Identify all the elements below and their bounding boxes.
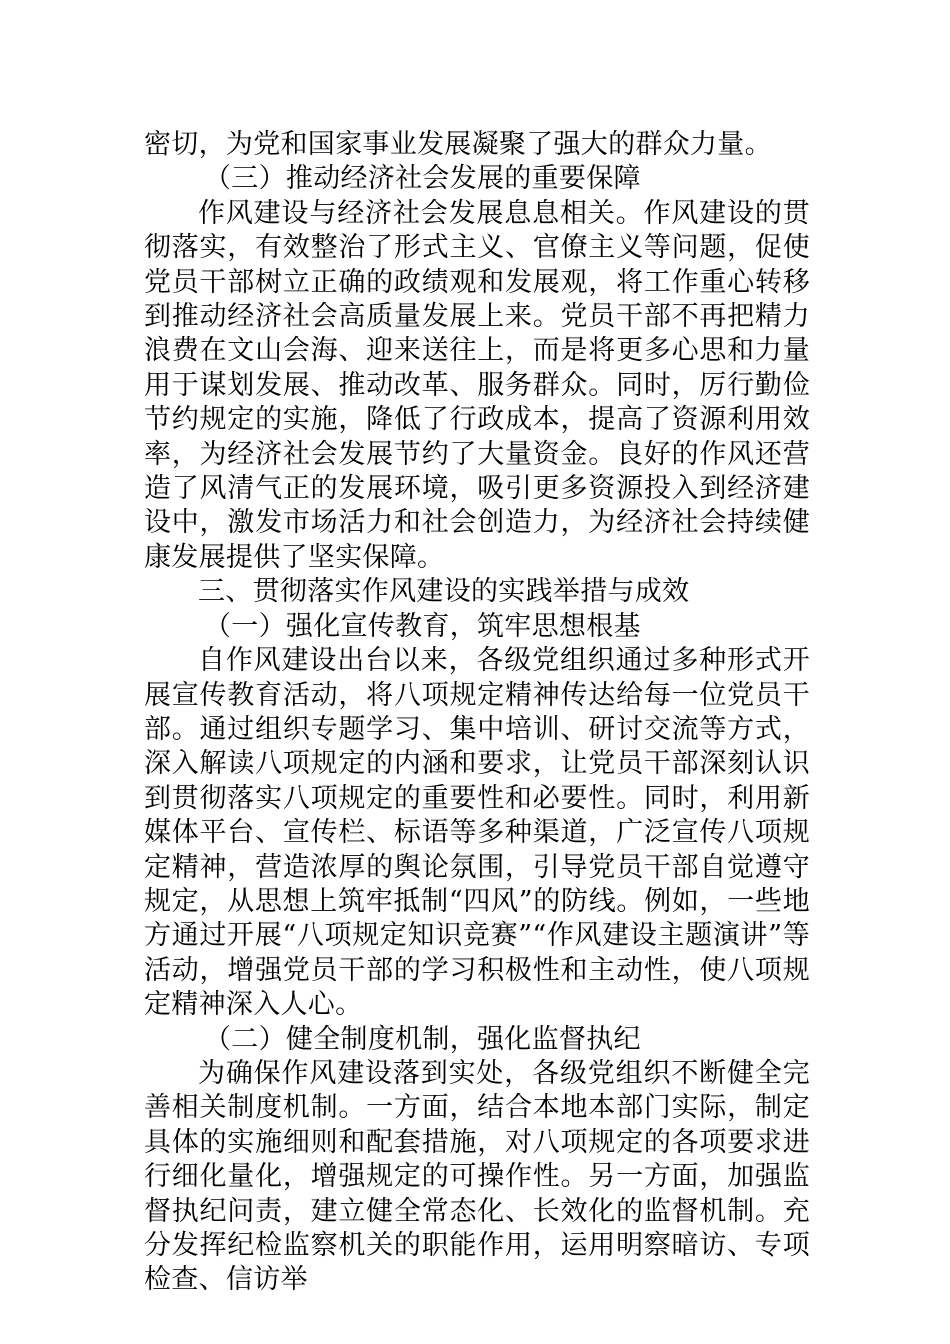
paragraph-economic-development: 作风建设与经济社会发展息息相关。作风建设的贯彻落实，有效整治了形式主义、官僚主义等问题，促使党员干部树立正确的政绩观和发展观，将工作重心转移到推动经济社会高质量发展上来。党员干部不再把精力浪费在文山会海、迎来送往上，而是将更多心思和力量用于谋划发展、推动改革、服务群众。同时，厉行勤俭节约规定的实施，降低了行政成本，提高了资源利用效率，为经济社会发展节约了大量资金。良好的作风还营造了风清气正的发展环境，吸引更多资源投入到经济建设中，激发市场活力和社会创造力，为经济社会持续健康发展提供了坚实保障。 — [144, 197, 810, 573]
subheading-section-2-3: （三）推动经济社会发展的重要保障 — [204, 163, 641, 195]
subheading-section-3-1: （一）强化宣传教育，筑牢思想根基 — [204, 610, 641, 642]
paragraph-publicity-education: 自作风建设出台以来，各级党组织通过多种形式开展宣传教育活动，将八项规定精神传达给每一位党员干部。通过组织专题学习、集中培训、研讨交流等方式，深入解读八项规定的内涵和要求，让党员干部深刻认识到贯彻落实八项规定的重要性和必要性。同时，利用新媒体平台、宣传栏、标语等多种渠道，广泛宣传八项规定精神，营造浓厚的舆论氛围，引导党员干部自觉遵守规定，从思想上筑牢抵制“四风”的防线。例如，一些地方通过开展“八项规定知识竞赛”“作风建设主题演讲”等活动，增强党员干部的学习积极性和主动性，使八项规定精神深入人心。 — [144, 645, 810, 1021]
subheading-section-3-2: （二）健全制度机制，强化监督执纪 — [204, 1023, 641, 1055]
paragraph-institutional-mechanism: 为确保作风建设落到实处，各级党组织不断健全完善相关制度机制。一方面，结合本地本部门实际，制定具体的实施细则和配套措施，对八项规定的各项要求进行细化量化，增强规定的可操作性。另一方面，加强监督执纪问责，建立健全常态化、长效化的监督机制。充分发挥纪检监察机关的职能作用，运用明察暗访、专项检查、信访举 — [144, 1057, 810, 1296]
heading-section-3: 三、贯彻落实作风建设的实践举措与成效 — [198, 576, 690, 608]
document-body — [144, 128, 810, 1298]
paragraph-continued: 密切，为党和国家事业发展凝聚了强大的群众力量。 — [144, 129, 772, 160]
